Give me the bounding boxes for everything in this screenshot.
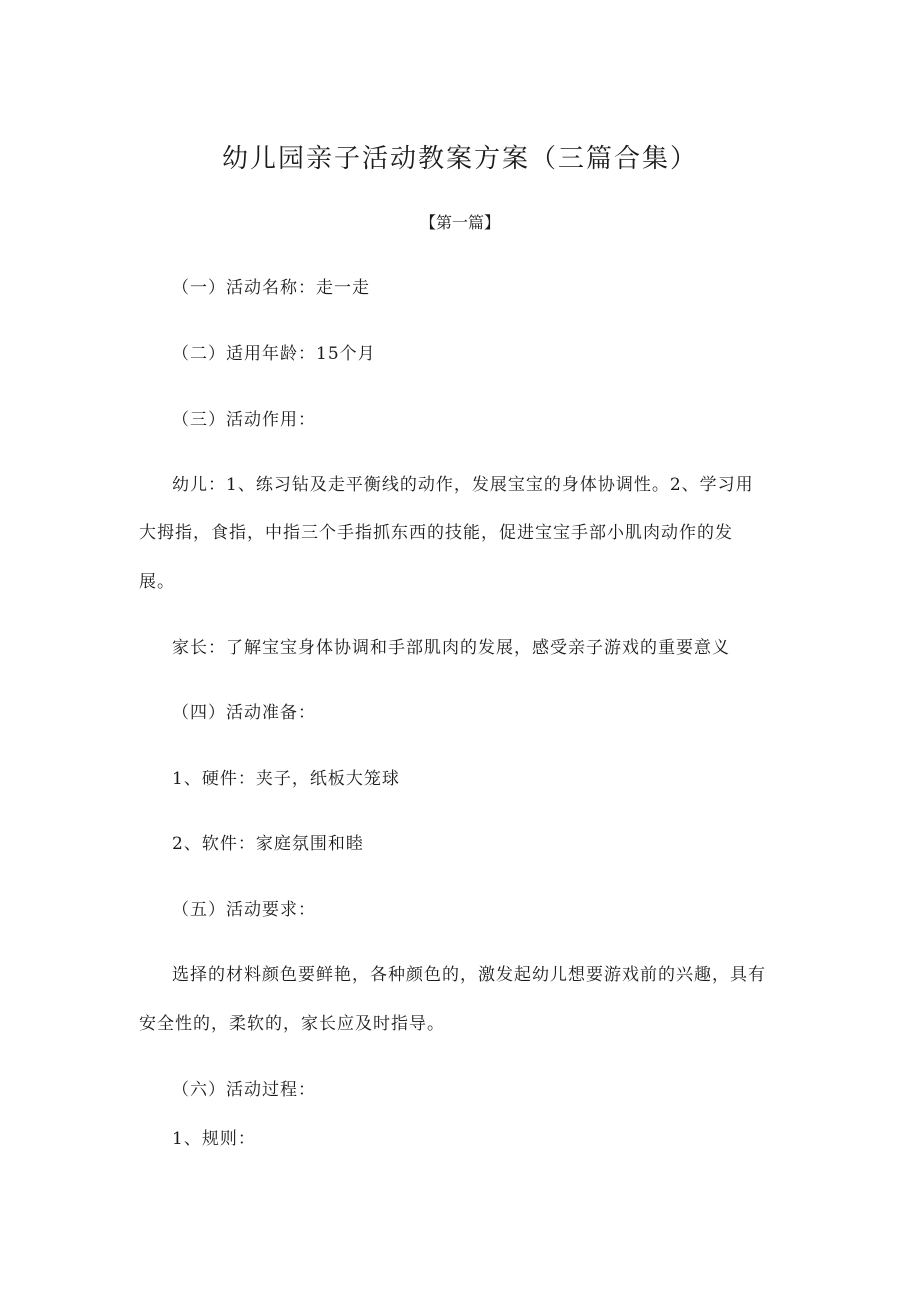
hardware-line: 1、硬件：夹子，纸板大笼球	[172, 769, 400, 789]
rules-line: 1、规则：	[172, 1129, 256, 1149]
age-line: （二）适用年龄：15个月	[172, 344, 376, 364]
requirements-paragraph-line-2: 安全性的，柔软的，家长应及时指导。	[139, 1014, 445, 1034]
requirements-paragraph-line-1: 选择的材料颜色要鲜艳，各种颜色的，激发起幼儿想要游戏前的兴趣，具有	[172, 965, 766, 985]
parent-paragraph: 家长：了解宝宝身体协调和手部肌肉的发展，感受亲子游戏的重要意义	[172, 638, 730, 658]
preparation-heading: （四）活动准备：	[172, 703, 316, 723]
process-heading: （六）活动过程：	[172, 1080, 316, 1100]
purpose-heading: （三）活动作用：	[172, 410, 316, 430]
child-paragraph-line-3: 展。	[139, 572, 175, 592]
document-title: 幼儿园亲子活动教案方案（三篇合集）	[221, 144, 698, 174]
child-paragraph-line-1: 幼儿：1、练习钻及走平衡线的动作，发展宝宝的身体协调性。2、学习用	[172, 475, 754, 495]
child-paragraph-line-2: 大拇指，食指，中指三个手指抓东西的技能，促进宝宝手部小肌肉动作的发	[139, 523, 733, 543]
software-line: 2、软件：家庭氛围和睦	[172, 834, 364, 854]
requirements-heading: （五）活动要求：	[172, 900, 316, 920]
activity-name-line: （一）活动名称：走一走	[172, 278, 370, 298]
part-heading: 【第一篇】	[419, 213, 500, 232]
